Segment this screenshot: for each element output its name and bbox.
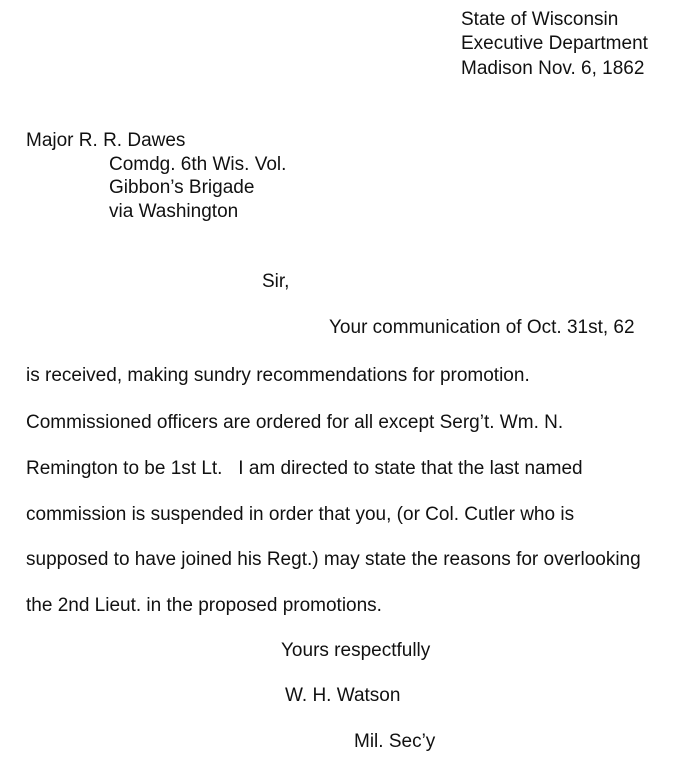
body-line: commission is suspended in order that you, (or Col. Cutler who is <box>26 504 575 525</box>
valediction: Yours respectfully <box>281 640 431 661</box>
addressee-command: Comdg. 6th Wis. Vol. <box>109 154 287 175</box>
header-department: Executive Department <box>461 33 648 54</box>
addressee-name: Major R. R. Dawes <box>26 130 186 151</box>
body-line: the 2nd Lieut. in the proposed promotions. <box>26 595 382 616</box>
signature: W. H. Watson <box>285 685 401 706</box>
body-line: Your communication of Oct. 31st, 62 <box>329 317 635 338</box>
body-line: supposed to have joined his Regt.) may state the reasons for overlooking <box>26 549 641 570</box>
body-line: Remington to be 1st Lt. I am directed to state that the last named <box>26 458 583 479</box>
body-line: is received, making sundry recommendations for promotion. <box>26 365 530 386</box>
body-line: Commissioned officers are ordered for all except Serg’t. Wm. N. <box>26 412 564 433</box>
addressee-route: via Washington <box>109 201 239 222</box>
header-state: State of Wisconsin <box>461 9 619 30</box>
signer-title: Mil. Sec’y <box>354 731 436 752</box>
salutation: Sir, <box>262 271 290 292</box>
header-place-date: Madison Nov. 6, 1862 <box>461 58 645 79</box>
addressee-brigade: Gibbon’s Brigade <box>109 177 255 198</box>
